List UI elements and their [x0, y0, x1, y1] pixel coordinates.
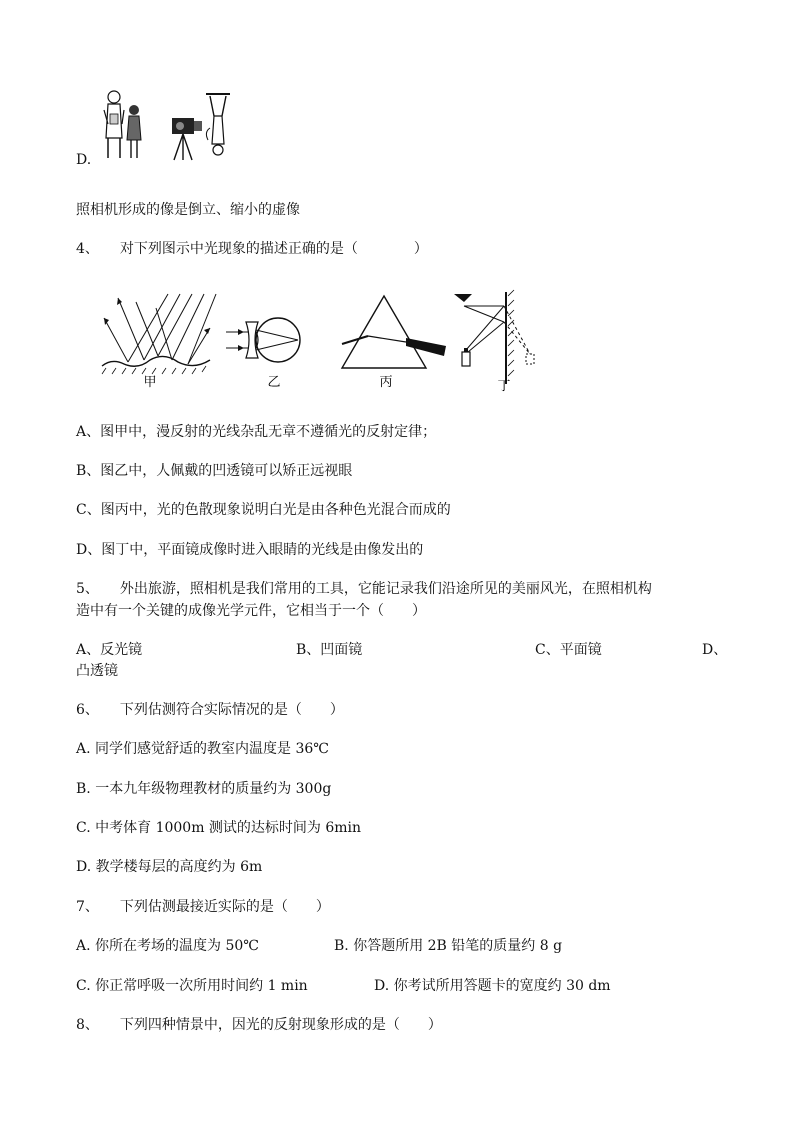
light-phenomena-diagram — [98, 288, 538, 392]
q5-option-d-text[interactable]: 凸透镜 — [76, 663, 118, 679]
q6-option-c[interactable]: C. 中考体育 1000m 测试的达标时间为 6min — [76, 820, 362, 836]
q6-stem-text: 下列估测符合实际情况的是（ ） — [119, 702, 344, 718]
q4-option-d[interactable]: D、图丁中，平面镜成像时进入眼睛的光线是由像发出的 — [76, 542, 424, 558]
q4-option-b[interactable]: B、图乙中，人佩戴的凹透镜可以矫正远视眼 — [76, 463, 353, 479]
q4-option-c[interactable]: C、图丙中，光的色散现象说明白光是由各种色光混合而成的 — [76, 502, 451, 518]
q7-number: 7、 — [76, 899, 99, 915]
eye-lens-diagram — [226, 318, 300, 390]
q7-option-b[interactable]: B. 你答题所用 2B 铅笔的质量约 8 g — [334, 938, 563, 954]
figure-label-yi: 乙 — [267, 375, 281, 390]
q7-option-a[interactable]: A. 你所在考场的温度为 50℃ — [76, 938, 259, 954]
q8-number: 8、 — [76, 1017, 99, 1033]
q5-option-c[interactable]: C、平面镜 — [535, 642, 602, 658]
q4-stem — [76, 240, 428, 258]
q5-option-a[interactable]: A、反光镜 — [76, 642, 143, 658]
photographer-illustration — [100, 88, 232, 164]
figure-label-jia: 甲 — [143, 375, 157, 390]
q6-option-a[interactable]: A. 同学们感觉舒适的教室内温度是 36℃ — [76, 741, 329, 757]
q6-number: 6、 — [76, 702, 99, 718]
light-phenomena-figure — [98, 288, 538, 392]
q7-stem — [76, 898, 330, 916]
q6-option-b[interactable]: B. 一本九年级物理教材的质量约为 300g — [76, 781, 332, 797]
q7-stem-text: 下列估测最接近实际的是（ ） — [119, 899, 330, 915]
q6-option-d[interactable]: D. 教学楼每层的高度约为 6m — [76, 859, 263, 875]
q5-stem-line2: 造中有一个关键的成像光学元件，它相当于一个（ ） — [76, 603, 426, 619]
figure-label-bing: 丙 — [379, 375, 393, 390]
q5-option-b[interactable]: B、凹面镜 — [296, 642, 363, 658]
camera-scene-figure — [100, 88, 232, 164]
q5-stem-line1 — [76, 580, 652, 598]
q8-stem-text: 下列四种情景中，因光的反射现象形成的是（ ） — [119, 1017, 442, 1033]
q4-stem-text: 对下列图示中光现象的描述正确的是（ ） — [119, 241, 428, 257]
q4-number: 4、 — [76, 241, 99, 257]
prism-dispersion-diagram — [342, 296, 446, 390]
diffuse-reflection-diagram — [102, 294, 216, 390]
plane-mirror-diagram — [454, 290, 534, 392]
figure-label-ding: 丁 — [497, 379, 511, 392]
q6-stem — [76, 701, 344, 719]
q8-stem — [76, 1016, 442, 1034]
q4-option-a[interactable]: A、图甲中，漫反射的光线杂乱无章不遵循光的反射定律； — [76, 424, 437, 440]
q3-option-d-statement: 照相机形成的像是倒立、缩小的虚像 — [76, 202, 300, 218]
q7-option-c[interactable]: C. 你正常呼吸一次所用时间约 1 min — [76, 978, 308, 994]
q5-option-d[interactable]: D、 — [702, 642, 728, 658]
q5-stem-text-1: 外出旅游，照相机是我们常用的工具，它能记录我们沿途所见的美丽风光，在照相机构 — [119, 581, 652, 597]
q7-option-d[interactable]: D. 你考试所用答题卡的宽度约 30 dm — [374, 978, 611, 994]
q3-option-d-label[interactable]: D. — [76, 152, 92, 168]
q5-number: 5、 — [76, 581, 99, 597]
